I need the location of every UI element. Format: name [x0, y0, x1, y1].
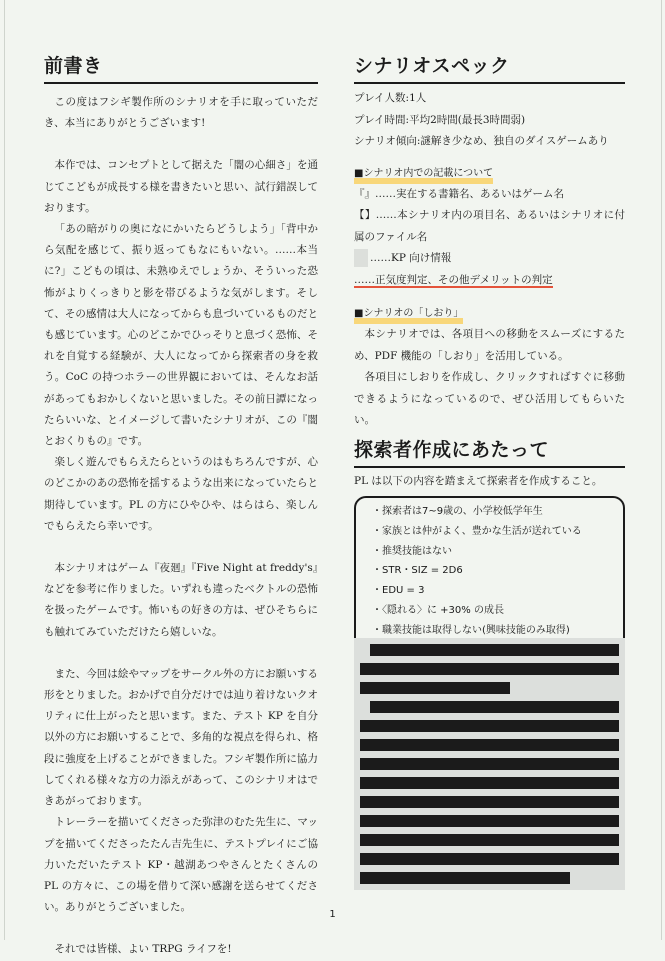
redaction-bar	[360, 834, 619, 846]
redaction-bar	[360, 663, 619, 675]
creation-rule: ・探索者は7~9歳の、小学校低学年生	[372, 506, 543, 517]
preface-closing: それでは皆様、よい TRPG ライフを!	[54, 943, 232, 956]
preface-paragraph: 本シナリオはゲーム『夜廻』『Five Night at freddy's』などを参考に作りました。いずれも違ったベクトルの恐怖を扱ったゲームです。怖いもの好きの方は、ぜひそちらにも触れてみていただけたら嬉しいな。	[44, 562, 318, 638]
bookmark-paragraph: 各項目にしおりを作成し、クリックすればすぐに移動できるようになっているので、ぜひ活用してもらいたい。	[354, 371, 625, 426]
spec-column	[354, 52, 625, 668]
redaction-bar	[360, 682, 510, 694]
creation-rule: ・EDU = 3	[372, 585, 425, 597]
notation-san	[354, 270, 625, 292]
preface-column	[44, 52, 318, 961]
creation-intro: PL は以下の内容を踏まえて探索者を作成すること。	[354, 474, 603, 487]
notation-subheading: ■シナリオ内での記載について	[354, 164, 493, 184]
spec-time: プレイ時間:平均2時間(最長3時間弱)	[354, 113, 526, 126]
bookmark-subheading: ■シナリオの「しおり」	[354, 304, 463, 324]
redaction-bar	[360, 720, 619, 732]
redaction-bar	[360, 739, 619, 751]
creation-rule: ・〈隠れる〉に +30% の成長	[372, 604, 504, 616]
redaction-bar	[360, 815, 619, 827]
page-number: 1	[329, 909, 336, 920]
spec-players: プレイ人数:1人	[354, 92, 427, 104]
notation-book: 『』……実在する書籍名、あるいはゲーム名	[354, 187, 564, 200]
creation-rule: ・職業技能は取得しない(興味技能のみ取得)	[372, 624, 570, 636]
spec-tendency: シナリオ傾向:謎解き少なめ、独自のダイスゲームあり	[354, 135, 609, 147]
redaction-bar	[360, 777, 619, 789]
preface-paragraph: トレーラーを描いてくださった弥津のむた先生に、マップを描いてくださったたん吉先生に、テストプレイにご協力いただいたテスト KP・越湖あつやさんとたくさんの PL の方々に、この場を借りて深い感謝を送らせてください。ありがとうございました。	[44, 816, 318, 914]
preface-paragraph: 「あの暗がりの奥になにかいたらどうしよう」「背中から気配を感じて、振り返ってもなにもいない。……本当に?」こどもの頃は、未熟ゆえでしょうか、そういった恐怖がよりくっきりと影を帯びるような気がします。そして、その感情は大人になってからも息づいているものだとも感じています。心のどこかでひっそりと息づく恐怖、それを自覚する経験が、大人になってから探索者の身を救う。CoC の持つホラーの世界観においては、そんなお話があってもおかしくないと思いました。その前日譚になったらいいな、とイメージして書いたシナリオが、この『闇とおくりもの』です。	[44, 223, 318, 448]
redaction-bar	[360, 796, 619, 808]
preface-paragraph: また、今回は絵やマップをサークル外の方にお願いする形をとりました。おかげで自分だけでは辿り着けないクオリティに仕上がったと思います。また、テスト KP を自分以外の方にお願いすることで、多角的な視点を得られ、格段に強度を上げることができました。フシギ製作所に協力してくれる様々な方の力添えがあって、このシナリオはできあがっております。	[44, 667, 318, 808]
redaction-bar	[360, 872, 570, 884]
creation-heading: 探索者作成にあたって	[354, 436, 625, 468]
redacted-kp-block	[354, 638, 625, 890]
notation-kp: ……KP 向け情報	[354, 248, 625, 270]
creation-rule: ・STR・SIZ = 2D6	[372, 565, 463, 577]
san-underline-sample: ……正気度判定、その他デメリットの判定	[354, 273, 553, 286]
redaction-bar	[360, 853, 619, 865]
creation-rule: ・家族とは仲がよく、豊かな生活が送れている	[372, 525, 582, 537]
redaction-bar	[370, 644, 619, 656]
preface-heading: 前書き	[44, 52, 318, 84]
redaction-bar	[370, 701, 619, 713]
bookmark-paragraph: 本シナリオでは、各項目への移動をスムーズにするため、PDF 機能の「しおり」を活用している。	[354, 328, 625, 362]
preface-paragraph: 楽しく遊んでもらえたらというのはもちろんですが、心のどこかのあの恐怖を揺するような出来になっていたらと期待しています。PL の方にひやひや、はらはら、楽しんでもらえたら幸いです。	[44, 456, 318, 532]
spec-heading: シナリオスペック	[354, 52, 625, 84]
creation-rule: ・推奨技能はない	[372, 545, 452, 557]
notation-item: 【】……本シナリオ内の項目名、あるいはシナリオに付属のファイル名	[354, 209, 625, 243]
preface-paragraph: 本作では、コンセプトとして据えた「闇の心細さ」を通じてこどもが成長する様を書きたいと思い、試行錯誤しております。	[44, 159, 318, 214]
kp-shading-sample	[354, 249, 368, 267]
redaction-bar	[360, 758, 619, 770]
preface-paragraph: この度はフシギ製作所のシナリオを手に取っていただき、本当にありがとうございます!	[44, 96, 318, 130]
